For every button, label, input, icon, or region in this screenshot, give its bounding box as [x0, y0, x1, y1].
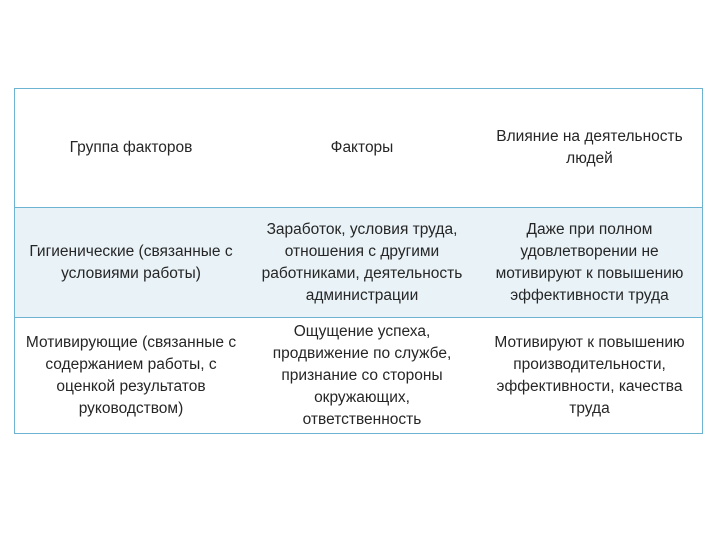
influence-text: Даже при полном удовлетворении не мотивируют к повышению эффективности труда	[495, 220, 684, 304]
cell-influence	[477, 208, 702, 317]
factors-table	[14, 88, 703, 434]
factors-text: Заработок, условия труда, отношения с другими работниками, деятельность администрации	[261, 220, 463, 304]
cell-factors	[247, 318, 477, 433]
group-text: Мотивирующие (связанные с содержанием работы, с оценкой результатов руководством)	[25, 333, 237, 417]
cell-influence	[477, 318, 702, 433]
influence-text: Мотивируют к повышению производительности, эффективности, качества труда	[494, 333, 685, 417]
header-cell-group	[15, 89, 247, 207]
table-row-hygienic	[15, 207, 702, 317]
header-group-label: Группа факторов	[69, 139, 193, 156]
table-row-motivating	[15, 317, 702, 433]
table-header-row	[15, 89, 702, 207]
header-cell-factors	[247, 89, 477, 207]
cell-group	[15, 318, 247, 433]
header-factors-label: Факторы	[330, 139, 394, 156]
cell-group	[15, 208, 247, 317]
group-text: Гигиенические (связанные с условиями работы)	[29, 242, 233, 282]
header-influence-label: Влияние на деятельность людей	[496, 128, 683, 167]
cell-factors	[247, 208, 477, 317]
header-cell-influence	[477, 89, 702, 207]
factors-text: Ощущение успеха, продвижение по службе, признание со стороны окружающих, ответственность	[272, 322, 452, 428]
